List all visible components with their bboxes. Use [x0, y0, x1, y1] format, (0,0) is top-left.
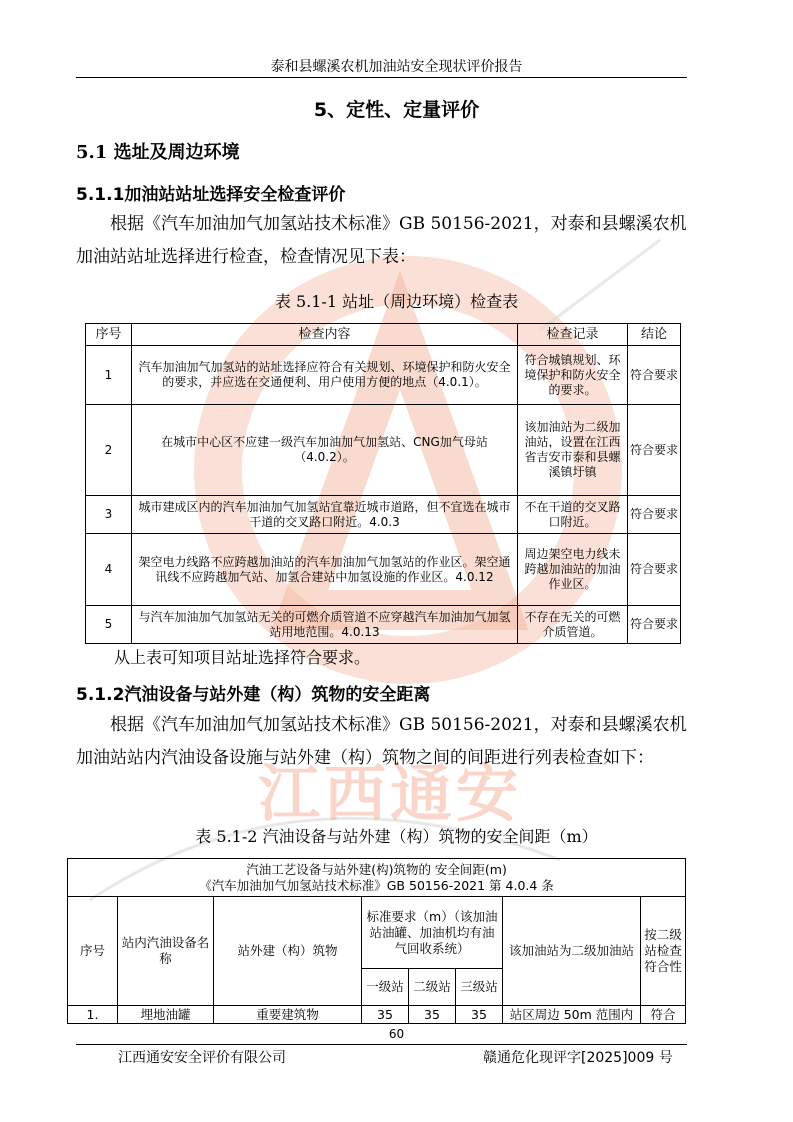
- row-number: 4: [86, 534, 132, 606]
- check-record: 该加油站为二级加油站，设置在江西省吉安市泰和县螺溪镇圩镇: [518, 405, 628, 496]
- header-cell: 三级站: [456, 969, 503, 1006]
- footer-rule: [76, 1044, 687, 1045]
- table-row: [68, 1006, 686, 1024]
- chapter-title: 5、定性、定量评价: [313, 99, 480, 121]
- header-cell: 一级站: [362, 969, 409, 1006]
- table-row: [86, 346, 681, 405]
- check-record: 符合城镇规划、环境保护和防火安全的要求。: [518, 346, 628, 405]
- header-cell: 序号: [86, 324, 132, 346]
- table-row: [86, 496, 681, 534]
- header-cell: 该加油站为二级加油站: [503, 897, 641, 1006]
- check-result: 符合要求: [628, 534, 681, 606]
- header-cell: 结论: [628, 324, 681, 346]
- check-record: 不在干道的交叉路口附近。: [518, 496, 628, 534]
- header-cell: 按二级站检查符合性: [641, 897, 686, 1006]
- table-header-row: [86, 324, 681, 346]
- actual-condition: 站区周边 50m 范围内: [503, 1006, 641, 1024]
- table1-conclusion: 从上表可知项目站址选择符合要求。: [114, 648, 371, 667]
- table2-caption: 表 5.1-2 汽油设备与站外建（构）筑物的安全间距（m）: [195, 827, 598, 846]
- header-rule: [76, 77, 687, 78]
- header-cell: 站外建（构）筑物: [214, 897, 362, 1006]
- header-cell: 检查记录: [518, 324, 628, 346]
- table-row: [86, 405, 681, 496]
- row-number: 2: [86, 405, 132, 496]
- table1-caption: 表 5.1-1 站址（周边环境）检查表: [274, 292, 519, 311]
- table-row: [86, 534, 681, 606]
- section-heading-5-1: 5.1 选址及周边环境: [76, 142, 240, 163]
- row-number: 5: [86, 606, 132, 644]
- check-result: 符合要求: [628, 496, 681, 534]
- check-content: 汽车加油加气加氢站的站址选择应符合有关规划、环境保护和防火安全的要求，并应选在交通便利、用户使用方便的地点（4.0.1）。: [132, 346, 518, 405]
- watermark-text: 江西通安: [258, 757, 523, 830]
- site-check-table: [85, 323, 681, 644]
- level1-distance: 35: [362, 1006, 409, 1024]
- check-content: 架空电力线路不应跨越加油站的汽车加油加气加氢站的作业区。架空通讯线不应跨越加气站、加氢合建站中加氢设施的作业区。4.0.12: [132, 534, 518, 606]
- check-record: 周边架空电力线未跨越加油站的加油作业区。: [518, 534, 628, 606]
- table-row: [86, 606, 681, 644]
- check-result: 符合要求: [628, 405, 681, 496]
- equipment-name: 埋地油罐: [118, 1006, 214, 1024]
- row-number: 1: [86, 346, 132, 405]
- table-header-row: [68, 897, 686, 969]
- header-cell: 检查内容: [132, 324, 518, 346]
- check-record: 不存在无关的可燃介质管道。: [518, 606, 628, 644]
- table-title-row: [68, 859, 686, 897]
- header-cell: 标准要求（m）（该加油站油罐、加油机均有油气回收系统）: [362, 897, 503, 969]
- check-content: 在城市中心区不应建一级汽车加油加气加氢站、CNG加气母站（4.0.2）。: [132, 405, 518, 496]
- paragraph-intro-2: 根据《汽车加油加气加氢站技术标准》GB 50156-2021，对泰和县螺溪农机加油站站内汽油设备设施与站外建（构）筑物之间的间距进行列表检查如下：: [76, 715, 687, 768]
- check-result: 符合要求: [628, 606, 681, 644]
- check-content: 与汽车加油加气加氢站无关的可燃介质管道不应穿越汽车加油加气加氢站用地范围。4.0.13: [132, 606, 518, 644]
- section-heading-5-1-2: 5.1.2汽油设备与站外建（构）筑物的安全距离: [76, 685, 431, 705]
- page-number: 60: [388, 1027, 405, 1041]
- compliance-result: 符合: [641, 1006, 686, 1024]
- check-result: 符合要求: [628, 346, 681, 405]
- section-heading-5-1-1: 5.1.1加油站站址选择安全检查评价: [76, 185, 346, 205]
- footer-company: 江西通安安全评价有限公司: [118, 1050, 286, 1066]
- safety-distance-table: [67, 858, 686, 1024]
- table-title-line-2: 《汽车加油加气加氢站技术标准》GB 50156-2021 第 4.0.4 条: [199, 877, 554, 893]
- table-title-line-1: 汽油工艺设备与站外建(构)筑物的 安全间距(m): [246, 861, 507, 877]
- row-number: 1.: [68, 1006, 118, 1024]
- building-name: 重要建筑物: [214, 1006, 362, 1024]
- header-cell: 二级站: [409, 969, 456, 1006]
- paragraph-intro-1: 根据《汽车加油加气加氢站技术标准》GB 50156-2021，对泰和县螺溪农机加油站站址选择进行检查，检查情况见下表：: [76, 214, 687, 267]
- header-cell: 站内汽油设备名称: [118, 897, 214, 1006]
- check-content: 城市建成区内的汽车加油加气加氢站宜靠近城市道路，但不宜选在城市干道的交叉路口附近。4.0.3: [132, 496, 518, 534]
- level3-distance: 35: [456, 1006, 503, 1024]
- level2-distance: 35: [409, 1006, 456, 1024]
- row-number: 3: [86, 496, 132, 534]
- footer-document-code: 赣通危化现评字[2025]009 号: [483, 1050, 673, 1066]
- table-title-cell: [68, 859, 686, 897]
- report-header-title: 泰和县螺溪农机加油站安全现状评价报告: [270, 59, 523, 75]
- header-cell: 序号: [68, 897, 118, 1006]
